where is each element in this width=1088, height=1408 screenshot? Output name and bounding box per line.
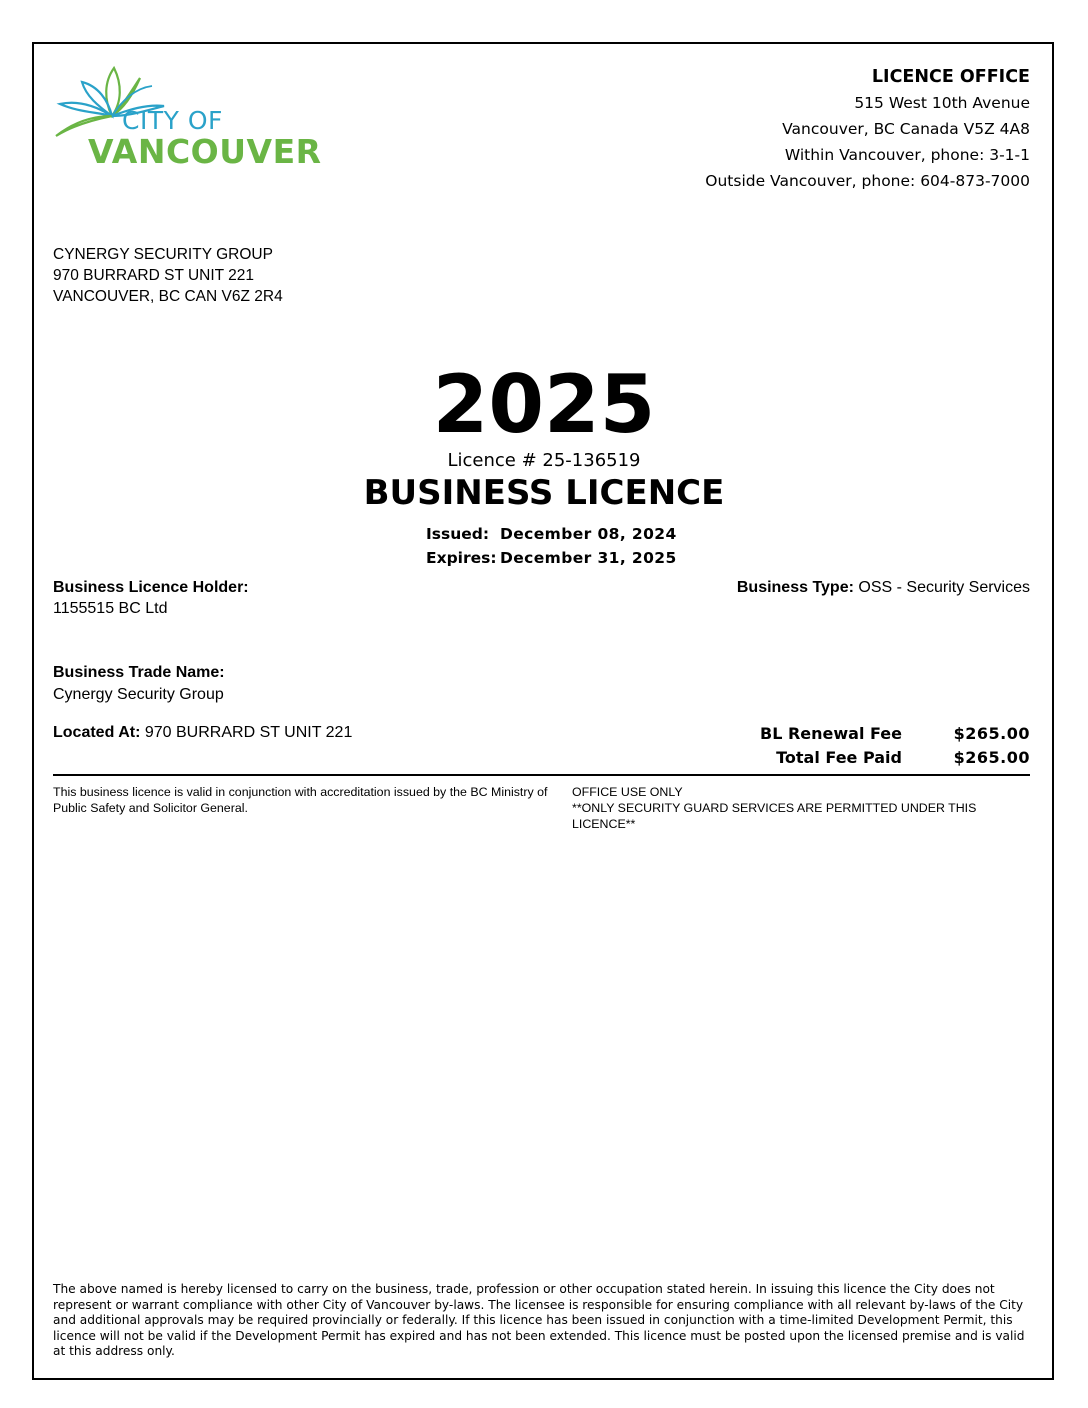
fee-label: BL Renewal Fee: [760, 724, 902, 743]
office-address: 515 West 10th Avenue: [854, 94, 1030, 112]
accreditation-note: This business licence is valid in conjunction with accreditation issued by the BC Ministry of Public Safety and Solicitor General.: [53, 785, 548, 815]
mailing-city: VANCOUVER, BC CAN V6Z 2R4: [53, 288, 283, 305]
licence-title: BUSINESS LICENCE: [363, 473, 725, 513]
logo-vancouver-text: VANCOUVER: [88, 132, 322, 171]
office-phone-within: Within Vancouver, phone: 3-1-1: [784, 146, 1030, 164]
holder-label: Business Licence Holder:: [53, 579, 249, 596]
located-at-block: [53, 722, 352, 743]
holder-value: 1155515 BC Ltd: [53, 600, 168, 617]
fee-row: [702, 722, 1030, 746]
fee-row: [702, 746, 1030, 770]
licence-year: 2025: [432, 358, 656, 451]
licence-holder-block: [53, 577, 249, 619]
licence-office-block: [705, 64, 1030, 194]
located-label: Located At:: [53, 724, 141, 741]
office-title: LICENCE OFFICE: [871, 67, 1030, 87]
office-use-title: OFFICE USE ONLY: [572, 785, 683, 799]
licence-border: [32, 42, 1054, 1380]
issued-row: [426, 522, 677, 546]
licence-dates: [426, 522, 677, 570]
mailing-address: [53, 244, 283, 307]
fee-amount: $265.00: [953, 748, 1030, 767]
issued-label: Issued:: [426, 525, 490, 543]
office-use-note: [572, 784, 1032, 832]
licence-number: Licence # 25-136519: [447, 450, 641, 471]
terms-footer: The above named is hereby licensed to carry on the business, trade, profession or other occupation stated herein. In issuing this licence the City does not represent or warrant compliance with other City of Vancouver by-laws. The licensee is responsible for ensuring compliance with all relevant by-laws of the City and additional approvals may be required provincially or federally. If this licence has been issued in conjunction with a time-limited Development Permit, this licence will not be valid if the Development Permit has expired and has not been extended. This licence must be posted upon the licensed premise and is valid at this address only.: [53, 1282, 1025, 1358]
fees-table: [702, 722, 1030, 770]
office-phone-outside: Outside Vancouver, phone: 604-873-7000: [705, 172, 1030, 190]
business-type-block: [737, 577, 1030, 598]
expires-date: December 31, 2025: [500, 549, 677, 567]
trade-name-value: Cynergy Security Group: [53, 686, 224, 703]
trade-name-label: Business Trade Name:: [53, 664, 225, 681]
fee-amount: $265.00: [953, 724, 1030, 743]
office-city: Vancouver, BC Canada V5Z 4A8: [782, 120, 1030, 138]
mailing-street: 970 BURRARD ST UNIT 221: [53, 267, 255, 284]
expires-label: Expires:: [426, 549, 497, 567]
mailing-name: CYNERGY SECURITY GROUP: [53, 246, 273, 263]
logo-city-of-text: CITY OF: [122, 106, 223, 135]
located-value: 970 BURRARD ST UNIT 221: [144, 724, 353, 741]
city-of-vancouver-logo: [52, 60, 332, 172]
expires-row: [426, 546, 677, 570]
issued-date: December 08, 2024: [500, 525, 677, 543]
business-type-label: Business Type:: [736, 579, 854, 596]
business-type-value: OSS - Security Services: [858, 579, 1030, 596]
fee-label: Total Fee Paid: [776, 748, 902, 767]
trade-name-block: [53, 662, 225, 706]
office-use-body: **ONLY SECURITY GUARD SERVICES ARE PERMITTED UNDER THIS LICENCE**: [572, 801, 977, 831]
divider: [53, 774, 1030, 776]
